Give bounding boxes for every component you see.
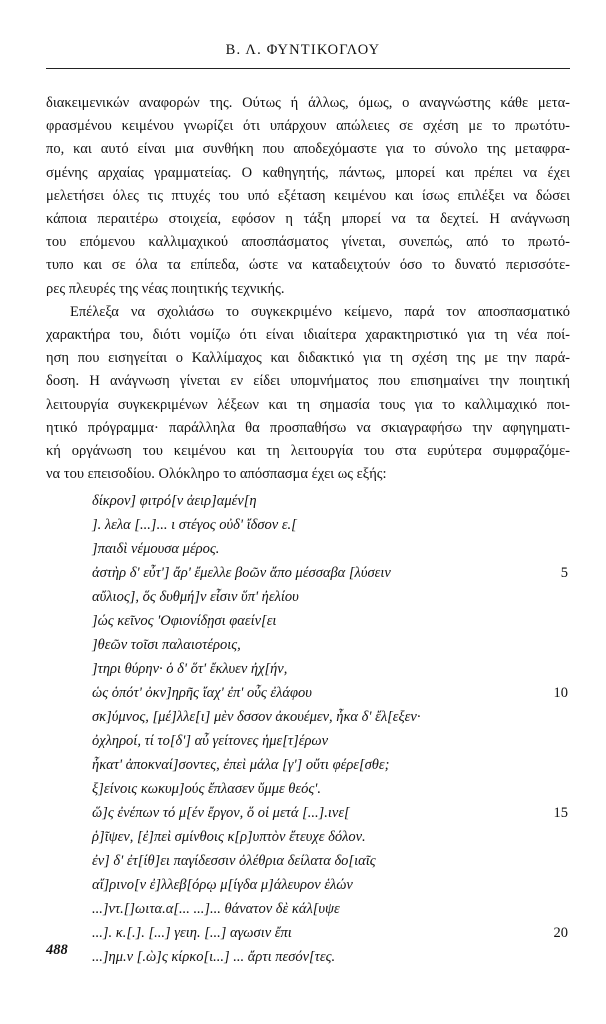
verse-line xyxy=(92,657,570,681)
verse-text: ῥ]ῖψεν, [ἐ]πεὶ σμίνθοις κ[ρ]υπτὸν ἔτευχε δόλον. xyxy=(92,829,366,845)
verse-line xyxy=(92,609,570,633)
verse-line xyxy=(92,561,570,585)
verse-line xyxy=(92,945,570,969)
line-number: 15 xyxy=(553,805,568,821)
verse-text: ξ]είνοις κωκυμ]ούς ἔπλασεν ὔμμε θεός'. xyxy=(92,781,322,797)
verse-text: ὥ]ς ἐνέπων τό μ[έν ἔργον, ὅ οἱ μετά [...].ινε[ xyxy=(92,805,350,821)
verse-text: ...]ντ.[]ωιτα.α[... ...]... θάνατον δὲ κάλ[υψε xyxy=(92,901,340,917)
verse-text: ἀστὴρ δ' εὖτ'] ἄρ' ἔμελλε βοῶν ἄπο μέσσαβα [λύσειν xyxy=(92,565,391,581)
text-line: μελετήσει όλες τις πτυχές του υπό εξέταση κειμένου και ίσως επιλέξει να δώσει xyxy=(46,187,570,204)
verse-text: σκ]ύμνος, [μέ]λλε[ι] μὲν δσσον ἀκουέμεν, ἧκα δ' ἔλ[εξεν· xyxy=(92,709,421,725)
verse-line xyxy=(92,537,570,561)
verse-line xyxy=(92,897,570,921)
page-number: 488 xyxy=(46,942,68,958)
text-line: κάποια περαιτέρω στοιχεία, εφόσον η τάξη μπορεί να τα δεχτεί. Η ανάγνωση xyxy=(46,211,570,228)
verse-text: ἧκατ' ἀποκναί]σοντες, ἐπεὶ μάλα [γ'] οὔτι φέρε[σθε; xyxy=(92,757,390,773)
text-line: ρες πλευρές της νέας ποιητικής τεχνικής. xyxy=(46,280,285,297)
verse-text: ]τηρι θύρην· ὁ δ' ὅτ' ἔκλυεν ἠχ[ήν, xyxy=(92,661,288,677)
verse-line xyxy=(92,513,570,537)
verse-line xyxy=(92,585,570,609)
verse-text: δίκρον] φιτρό[ν ἀειρ]αμέν[η xyxy=(92,493,257,509)
verse-text: ]παιδὶ νέμουσα μέρος. xyxy=(92,541,220,557)
verse-line xyxy=(92,849,570,873)
verse-line xyxy=(92,873,570,897)
text-line: κή οργάνωση του κειμένου και τη λειτουργία του στα ευρύτερα συμφραζόμε- xyxy=(46,443,570,460)
verse-line xyxy=(92,633,570,657)
verse-text: αὔλιος], ὅς δυθμή]ν εἶσιν ὕπ' ἠελίου xyxy=(92,589,299,605)
line-number: 20 xyxy=(553,925,568,941)
text-line: ητικό πρόγραμμα· παράλληλα θα προσπαθήσω να σκιαγραφήσω την αφηγηματι- xyxy=(46,419,570,436)
text-line: λειτουργία συγκεκριμένων λέξεων και τη σημασία τους για το καλλιμαχικό ποι- xyxy=(46,396,570,413)
text-line: διακειμενικών αναφορών της. Ούτως ή άλλως, όμως, ο αναγνώστης κάθε μετα- xyxy=(46,95,570,111)
verse-text: ]. λελα [...]... ι στέγος οὐδ' ἴδσον ε.[ xyxy=(92,517,297,533)
text-line: να του επεισοδίου. Ολόκληρο το απόσπασμα έχει ως εξής: xyxy=(46,466,387,483)
verse-line xyxy=(92,777,570,801)
verse-line xyxy=(92,801,570,825)
text-line: Επέλεξα να σχολιάσω το συγκεκριμένο κείμενο, παρά τον αποσπασματικό xyxy=(70,303,570,320)
text-line: χαρακτήρα του, διότι νομίζω ότι είναι ιδιαίτερα χαρακτηριστικό για τη νέα ποί- xyxy=(46,327,570,344)
verse-text: ...]. κ.[.]. [...] γειη. [...] αγωσιν ἔπι xyxy=(92,925,292,941)
verse-text: ]θεῶν τοῖσι παλαιοτέροις, xyxy=(92,637,241,653)
text-line: πο, και αυτό είναι μια συνθήκη που αποδεχόμαστε για το σύνολο της μεταφρα- xyxy=(46,141,570,158)
verse-line xyxy=(92,729,570,753)
verse-line xyxy=(92,681,570,705)
verse-line xyxy=(92,921,570,945)
verse-quotation xyxy=(92,489,570,969)
verse-text: ὀχληροί, τί το[δ'] αὖ γείτονες ἡμε[τ]έρων xyxy=(92,733,329,749)
verse-text: αἴ]ρινο[ν ἐ]λλεβ[όρῳ μ[ίγδα μ]άλευρον ἑλών xyxy=(92,877,353,893)
text-line: δοση. Η ανάγνωση γίνεται εν είδει υπομνήματος που επισημαίνει την ποιητική xyxy=(46,373,570,390)
running-header: Β. Λ. ΦΥΝΤΙΚΟΓΛΟΥ xyxy=(225,42,381,58)
verse-line xyxy=(92,753,570,777)
text-line: σμένης αρχαίας γραμματείας. Ο καθηγητής, πάντως, μπορεί και πρέπει να έχει xyxy=(46,164,570,181)
line-number: 5 xyxy=(560,565,568,581)
verse-line xyxy=(92,825,570,849)
verse-text: ἐν] δ' ἐτ[ίθ]ει παγίδεσσιν ὀλέθρια δείλατα δο[ιαῖς xyxy=(92,853,376,869)
line-number: 10 xyxy=(553,685,568,701)
body-text xyxy=(46,92,570,486)
text-line: τυπο και σε όλα τα επίπεδα, ώστε να καταδειχτούν όσο το δυνατό περισσότε- xyxy=(46,257,570,274)
verse-text: ὡς ὁπότ' ὀκν]ηρῆς ἴαχ' ἐπ' οὖς ἐλάφου xyxy=(92,685,312,701)
verse-text: ...]ημ.ν [.ὼ]ς κίρκο[ι...] ... ἄρτι πεσόν[τες. xyxy=(92,949,336,965)
text-line: φρασμένου κειμένου γνωρίζει ότι υπάρχουν απώλειες σε σχέση με το πρωτότυ- xyxy=(46,118,570,135)
text-line: του επόμενου καλλιμαχικού αποσπάσματος γίνεται, συνεπώς, από το πρωτό- xyxy=(46,234,570,251)
verse-line xyxy=(92,489,570,513)
verse-line xyxy=(92,705,570,729)
header-rule xyxy=(46,68,570,69)
verse-text: ]ώς κεῖνος 'Οφιονίδῃσι φαείν[ει xyxy=(92,613,277,629)
text-line: ηση που εισηγείται ο Καλλίμαχος και διδακτικό για τη σχέση της με την παρά- xyxy=(46,350,570,367)
